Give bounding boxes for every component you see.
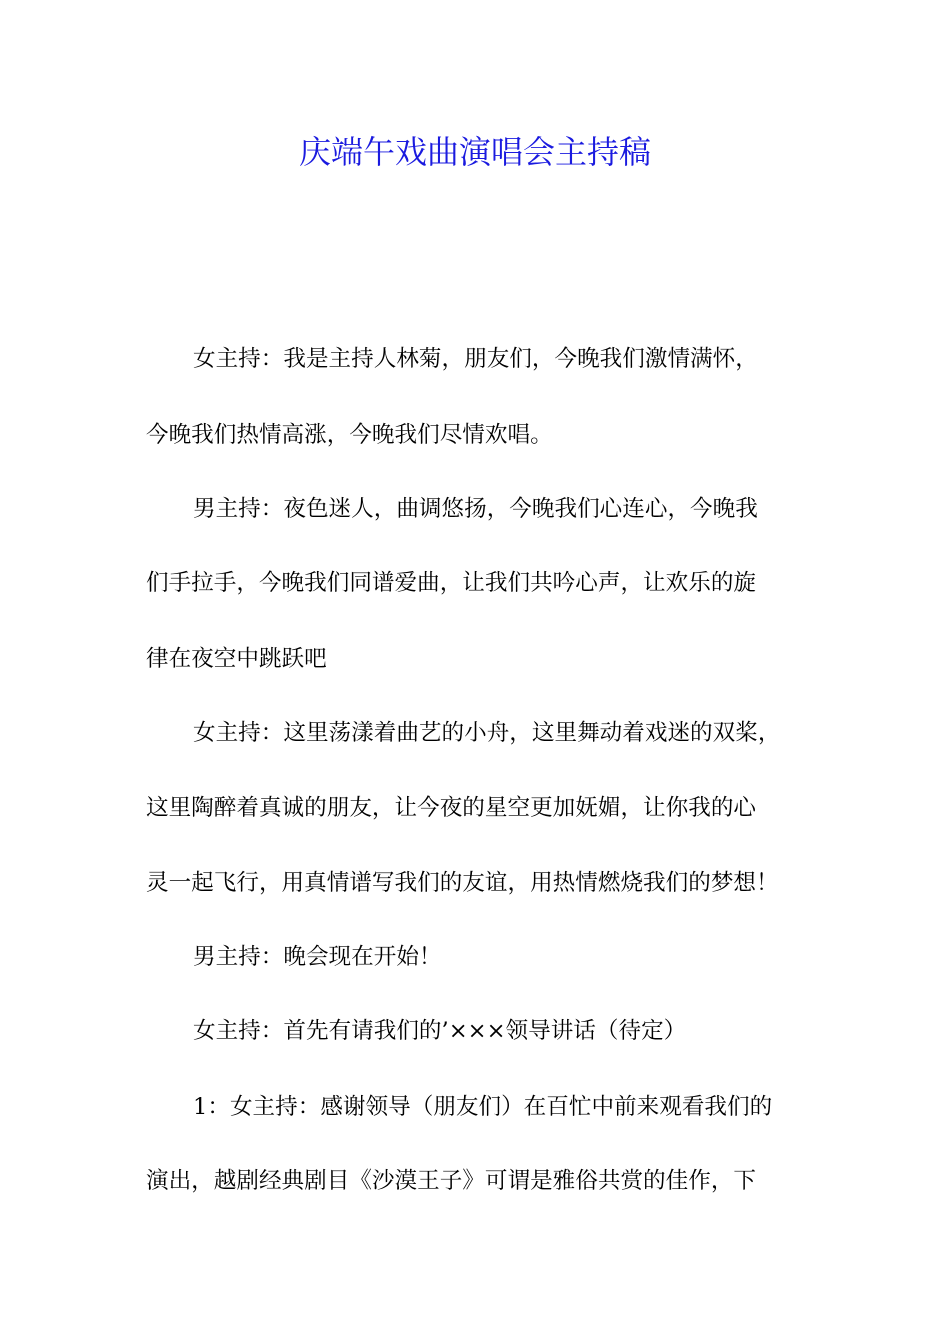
paragraph-line: 今晚我们热情高涨，今晚我们尽情欢唱。	[146, 422, 553, 448]
paragraph-line: 1：女主持：感谢领导（朋友们）在百忙中前来观看我们的	[193, 1094, 773, 1120]
paragraph-line: 男主持：夜色迷人，曲调悠扬，今晚我们心连心，今晚我	[193, 496, 758, 522]
paragraph-line: 女主持：这里荡漾着曲艺的小舟，这里舞动着戏迷的双桨，	[193, 720, 781, 746]
paragraph-line: 演出，越剧经典剧目《沙漠王子》可谓是雅俗共赏的佳作，下	[146, 1168, 757, 1194]
paragraph-line: 女主持：我是主持人林菊，朋友们，今晚我们激情满怀，	[193, 346, 758, 372]
paragraph-line: 们手拉手，今晚我们同谱爱曲，让我们共吟心声，让欢乐的旋	[146, 570, 757, 596]
paragraph-line: 灵一起飞行，用真情谱写我们的友谊，用热情燃烧我们的梦想！	[146, 870, 779, 896]
paragraph-line: 律在夜空中跳跃吧	[146, 646, 327, 672]
document-title: 庆端午戏曲演唱会主持稿	[298, 133, 651, 171]
paragraph-line: 这里陶醉着真诚的朋友，让今夜的星空更加妩媚，让你我的心	[146, 795, 757, 821]
paragraph-line: 男主持：晚会现在开始！	[193, 944, 442, 970]
paragraph-line: 女主持：首先有请我们的’×××领导讲话（待定）	[193, 1018, 687, 1044]
